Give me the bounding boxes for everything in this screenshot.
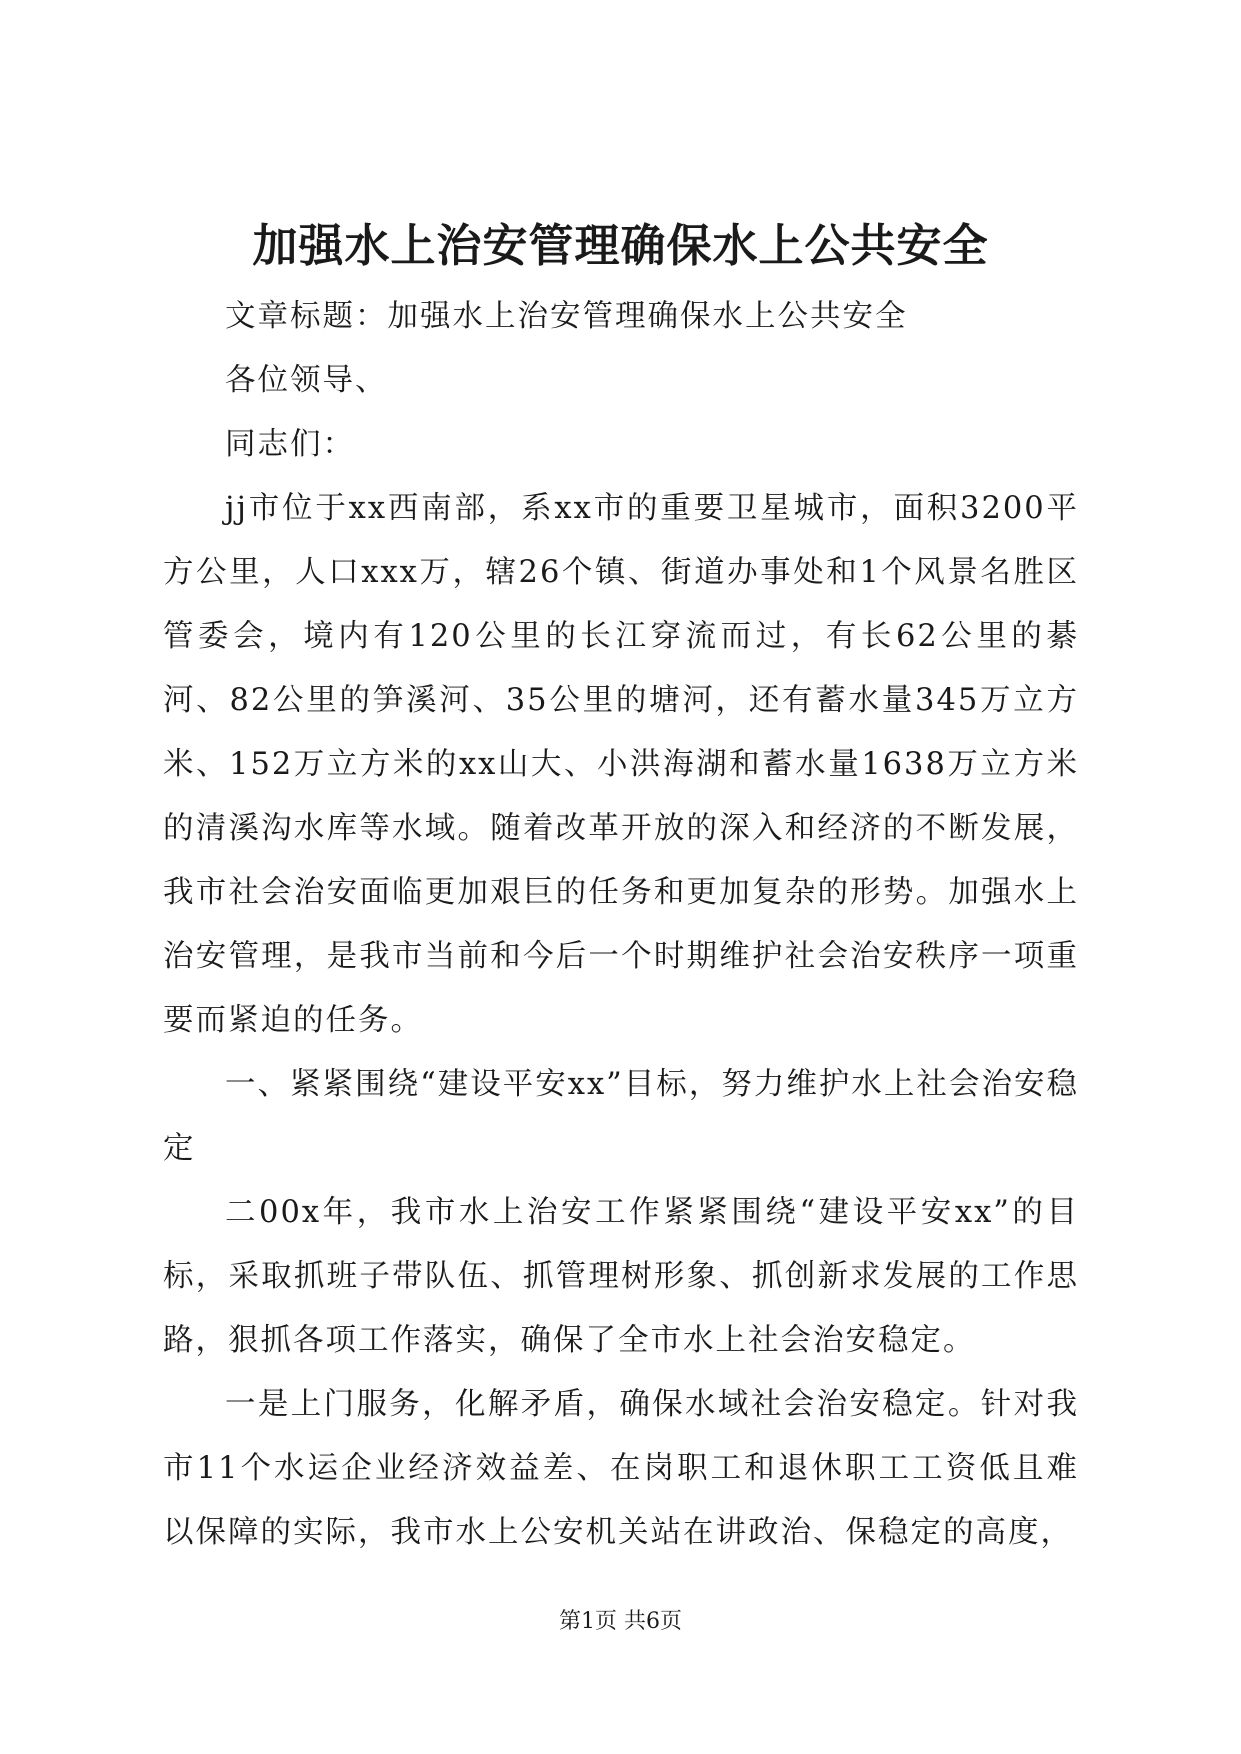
salutation-leaders: 各位领导、 [225,363,388,398]
salutation-comrades: 同志们： [225,427,355,462]
document-title: 加强水上治安管理确保水上公共安全 [252,219,989,272]
paragraph-intro: jj市位于xx西南部，系xx市的重要卫星城市，面积3200平方公里，人口xxx万，辖26个镇、街道办事处和1个风景名胜区管委会，境内有120公里的长江穿流而过，有长62公里的綦河、82公里的笋溪河、35公里的塘河，还有蓄水量345万立方米、152万立方米的xx山大、小洪海湖和蓄水量1638万立方米的清溪沟水库等水域。随着改革开放的深入和经济的不断发展，我市社会治安面临更加艰巨的任务和更加复杂的形势。加强水上治安管理，是我市当前和今后一个时期维护社会治安秩序一项重要而紧迫的任务。 [163,491,1079,1038]
paragraph-work-summary: 二00x年，我市水上治安工作紧紧围绕“建设平安xx”的目标，采取抓班子带队伍、抓管理树形象、抓创新求发展的工作思路，狠抓各项工作落实，确保了全市水上社会治安稳定。 [163,1195,1079,1358]
article-title-line: 文章标题：加强水上治安管理确保水上公共安全 [225,299,908,334]
document-body [163,285,1079,1565]
section-heading-one: 一、紧紧围绕“建设平安xx”目标，努力维护水上社会治安稳定 [163,1067,1079,1166]
paragraph-point-one: 一是上门服务，化解矛盾，确保水域社会治安稳定。针对我市11个水运企业经济效益差、在岗职工和退休职工工资低且难以保障的实际，我市水上公安机关站在讲政治、保稳定的高度， [163,1387,1079,1550]
page-number-footer: 第1页 共6页 [559,1609,682,1634]
